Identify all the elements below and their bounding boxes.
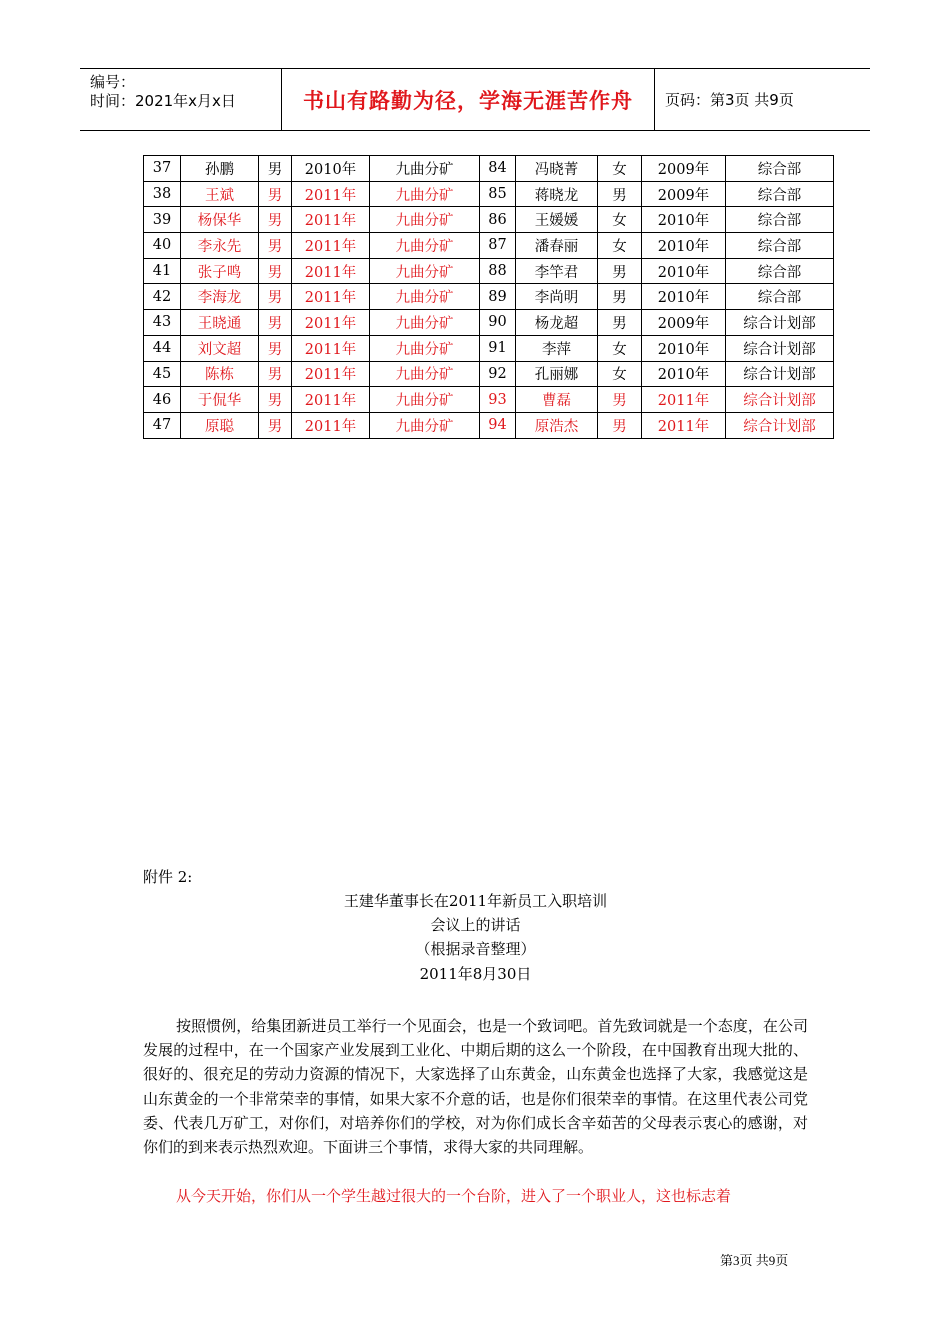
cell-gender: 男 xyxy=(598,310,642,336)
speech-date: 2011年8月30日 xyxy=(419,965,532,983)
cell-name: 孙鹏 xyxy=(181,156,259,182)
cell-gender: 男 xyxy=(259,412,292,438)
header-motto: 书山有路勤为径，学海无涯苦作舟 xyxy=(303,89,633,113)
cell-dept: 综合计划部 xyxy=(726,387,834,413)
cell-unit: 九曲分矿 xyxy=(370,387,480,413)
cell-name: 杨保华 xyxy=(181,207,259,233)
cell-dept: 综合部 xyxy=(726,181,834,207)
cell-name: 张子鸣 xyxy=(181,258,259,284)
cell-gender: 男 xyxy=(259,310,292,336)
cell-no: 37 xyxy=(144,156,181,182)
cell-dept: 综合部 xyxy=(726,207,834,233)
cell-no: 41 xyxy=(144,258,181,284)
cell-year: 2011年 xyxy=(642,412,726,438)
footer-page-number: 第3页 共9页 xyxy=(720,1253,789,1268)
cell-gender: 男 xyxy=(259,207,292,233)
cell-gender: 男 xyxy=(259,284,292,310)
cell-gender: 男 xyxy=(598,412,642,438)
cell-dept: 综合部 xyxy=(726,258,834,284)
cell-year: 2009年 xyxy=(642,156,726,182)
cell-name: 原浩杰 xyxy=(516,412,598,438)
attachment-label: 附件 2: xyxy=(143,868,193,886)
cell-year: 2009年 xyxy=(642,310,726,336)
table-row xyxy=(144,361,834,387)
employee-roster-table xyxy=(143,155,834,439)
cell-dept: 综合部 xyxy=(726,233,834,259)
cell-unit: 九曲分矿 xyxy=(370,156,480,182)
cell-gender: 女 xyxy=(598,361,642,387)
cell-dept: 综合计划部 xyxy=(726,310,834,336)
cell-name: 冯晓菁 xyxy=(516,156,598,182)
cell-name: 李海龙 xyxy=(181,284,259,310)
cell-gender: 男 xyxy=(259,335,292,361)
cell-no: 87 xyxy=(480,233,516,259)
cell-name: 杨龙超 xyxy=(516,310,598,336)
cell-no: 86 xyxy=(480,207,516,233)
cell-name: 孔丽娜 xyxy=(516,361,598,387)
cell-gender: 男 xyxy=(598,181,642,207)
cell-year: 2010年 xyxy=(292,156,370,182)
cell-gender: 男 xyxy=(259,258,292,284)
cell-no: 92 xyxy=(480,361,516,387)
cell-no: 44 xyxy=(144,335,181,361)
cell-name: 原聪 xyxy=(181,412,259,438)
cell-unit: 九曲分矿 xyxy=(370,310,480,336)
cell-unit: 九曲分矿 xyxy=(370,181,480,207)
table-row xyxy=(144,284,834,310)
cell-gender: 男 xyxy=(259,156,292,182)
cell-unit: 九曲分矿 xyxy=(370,258,480,284)
cell-year: 2011年 xyxy=(292,361,370,387)
table-row xyxy=(144,207,834,233)
header-meta xyxy=(90,73,236,111)
document-number-label: 编号： xyxy=(90,73,136,91)
cell-unit: 九曲分矿 xyxy=(370,361,480,387)
cell-gender: 男 xyxy=(598,258,642,284)
cell-no: 45 xyxy=(144,361,181,387)
cell-unit: 九曲分矿 xyxy=(370,207,480,233)
cell-name: 王斌 xyxy=(181,181,259,207)
table-row xyxy=(144,156,834,182)
cell-no: 88 xyxy=(480,258,516,284)
table-row xyxy=(144,233,834,259)
cell-gender: 男 xyxy=(259,387,292,413)
cell-no: 91 xyxy=(480,335,516,361)
cell-year: 2010年 xyxy=(642,335,726,361)
speech-paragraph-highlight: 从今天开始，你们从一个学生越过很大的一个台阶，进入了一个职业人，这也标志着 xyxy=(176,1187,732,1205)
table-row xyxy=(144,387,834,413)
cell-no: 47 xyxy=(144,412,181,438)
cell-year: 2011年 xyxy=(292,335,370,361)
cell-gender: 女 xyxy=(598,156,642,182)
cell-gender: 女 xyxy=(598,233,642,259)
table-row xyxy=(144,335,834,361)
cell-gender: 男 xyxy=(259,361,292,387)
speech-title-line2: 会议上的讲话 xyxy=(430,916,521,934)
cell-year: 2011年 xyxy=(292,233,370,259)
roster-body xyxy=(144,156,834,439)
cell-gender: 男 xyxy=(259,233,292,259)
cell-unit: 九曲分矿 xyxy=(370,412,480,438)
cell-year: 2011年 xyxy=(292,412,370,438)
cell-name: 王媛媛 xyxy=(516,207,598,233)
cell-gender: 男 xyxy=(259,181,292,207)
table-row xyxy=(144,310,834,336)
document-date: 时间：2021年x月x日 xyxy=(90,92,236,110)
table-row xyxy=(144,181,834,207)
cell-gender: 女 xyxy=(598,207,642,233)
cell-year: 2011年 xyxy=(292,207,370,233)
cell-dept: 综合部 xyxy=(726,284,834,310)
cell-unit: 九曲分矿 xyxy=(370,335,480,361)
header-divider xyxy=(654,69,655,130)
cell-name: 李尚明 xyxy=(516,284,598,310)
cell-dept: 综合部 xyxy=(726,156,834,182)
cell-no: 89 xyxy=(480,284,516,310)
cell-no: 94 xyxy=(480,412,516,438)
cell-name: 李永先 xyxy=(181,233,259,259)
cell-gender: 男 xyxy=(598,284,642,310)
cell-year: 2010年 xyxy=(642,361,726,387)
cell-year: 2010年 xyxy=(642,284,726,310)
cell-no: 84 xyxy=(480,156,516,182)
cell-year: 2011年 xyxy=(292,387,370,413)
cell-year: 2011年 xyxy=(292,284,370,310)
cell-unit: 九曲分矿 xyxy=(370,233,480,259)
cell-dept: 综合计划部 xyxy=(726,412,834,438)
cell-year: 2011年 xyxy=(292,258,370,284)
cell-name: 刘文超 xyxy=(181,335,259,361)
cell-name: 蒋晓龙 xyxy=(516,181,598,207)
cell-year: 2011年 xyxy=(292,310,370,336)
page-header xyxy=(80,68,870,131)
speech-subtitle: （根据录音整理） xyxy=(415,940,536,958)
table-row xyxy=(144,258,834,284)
cell-no: 85 xyxy=(480,181,516,207)
cell-no: 46 xyxy=(144,387,181,413)
cell-no: 43 xyxy=(144,310,181,336)
table-row xyxy=(144,412,834,438)
cell-no: 40 xyxy=(144,233,181,259)
cell-dept: 综合计划部 xyxy=(726,335,834,361)
cell-year: 2010年 xyxy=(642,258,726,284)
cell-no: 93 xyxy=(480,387,516,413)
cell-year: 2011年 xyxy=(642,387,726,413)
cell-no: 42 xyxy=(144,284,181,310)
cell-year: 2009年 xyxy=(642,181,726,207)
cell-no: 90 xyxy=(480,310,516,336)
cell-year: 2010年 xyxy=(642,207,726,233)
cell-unit: 九曲分矿 xyxy=(370,284,480,310)
cell-gender: 男 xyxy=(598,387,642,413)
cell-name: 曹磊 xyxy=(516,387,598,413)
cell-name: 李竿君 xyxy=(516,258,598,284)
cell-name: 王晓通 xyxy=(181,310,259,336)
cell-year: 2010年 xyxy=(642,233,726,259)
speech-paragraph: 按照惯例，给集团新进员工举行一个见面会，也是一个致词吧。首先致词就是一个态度，在公司发展的过程中，在一个国家产业发展到工业化、中期后期的这么一个阶段，在中国教育出现大批的、很好的、很充足的劳动力资源的情况下，大家选择了山东黄金，山东黄金也选择了大家，我感觉这是山东黄金的一个非常荣幸的事情，如果大家不介意的话，也是你们很荣幸的事情。在这里代表公司党委、代表几万矿工，对你们，对培养你们的学校，对为你们成长含辛茹苦的父母表示衷心的感谢，对你们的到来表示热烈欢迎。下面讲三个事情，求得大家的共同理解。 xyxy=(143,1017,808,1157)
cell-name: 潘春丽 xyxy=(516,233,598,259)
cell-name: 于侃华 xyxy=(181,387,259,413)
cell-name: 陈栋 xyxy=(181,361,259,387)
cell-gender: 女 xyxy=(598,335,642,361)
cell-no: 38 xyxy=(144,181,181,207)
cell-no: 39 xyxy=(144,207,181,233)
cell-dept: 综合计划部 xyxy=(726,361,834,387)
cell-year: 2011年 xyxy=(292,181,370,207)
cell-name: 李萍 xyxy=(516,335,598,361)
header-page-number: 页码：第3页 共9页 xyxy=(665,91,794,109)
speech-title: 王建华董事长在2011年新员工入职培训 xyxy=(343,892,608,910)
